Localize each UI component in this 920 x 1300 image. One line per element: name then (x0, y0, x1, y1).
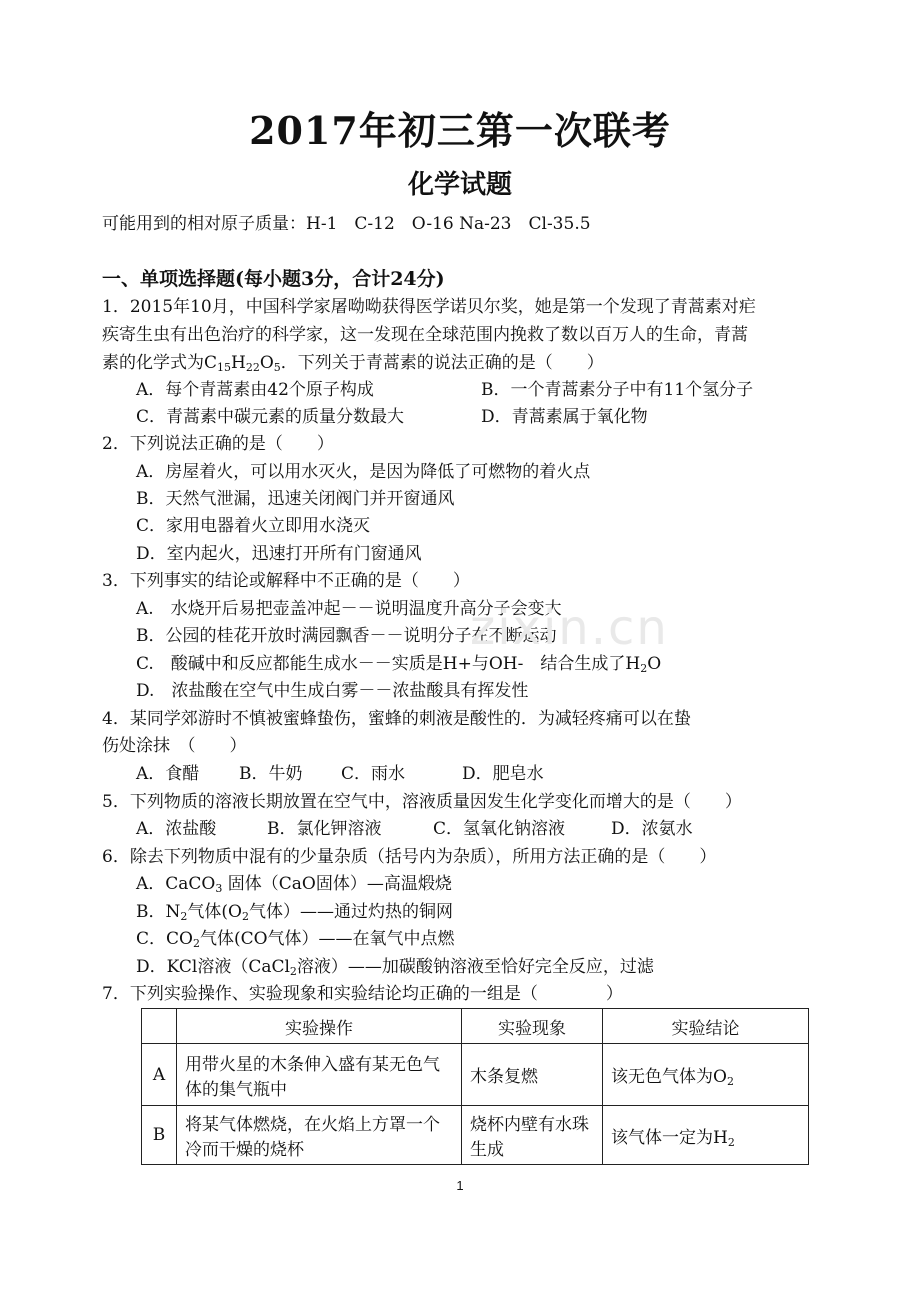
q6-b-sub2: 2 (241, 910, 249, 923)
q2-option-d[interactable]: D．室内起火，迅速打开所有门窗通风 (136, 544, 422, 564)
q7-stem: 7．下列实验操作、实验现象和实验结论均正确的一组是（ ） (102, 984, 623, 1004)
q1-option-c[interactable]: C．青蒿素中碳元素的质量分数最大 (136, 407, 405, 427)
q5-option-c[interactable]: C．氢氧化钠溶液 (433, 819, 566, 839)
row-label: A (142, 1044, 177, 1106)
table-header-blank (142, 1009, 177, 1044)
table-header-conclusion: 实验结论 (603, 1009, 809, 1044)
q4-line1: 4．某同学郊游时不慎被蜜蜂蛰伤，蜜蜂的刺液是酸性的．为减轻疼痛可以在蛰 (102, 709, 691, 729)
exam-title: 2017年初三第一次联考 (249, 108, 671, 153)
q5-option-b[interactable]: B．氯化钾溶液 (267, 819, 382, 839)
watermark: zixin.cn (470, 600, 669, 656)
q6-c-rest: 气体(CO气体）——在氧气中点燃 (199, 929, 455, 949)
q5-option-d[interactable]: D．浓氨水 (611, 819, 693, 839)
q3-option-a[interactable]: A. 水烧开后易把壶盖冲起－－说明温度升高分子会变大 (136, 599, 562, 619)
q6-d-sub: 2 (289, 965, 297, 978)
table-row[interactable] (142, 1044, 809, 1106)
conclusion-sub: 2 (727, 1135, 735, 1149)
q5-stem: 5．下列物质的溶液长期放置在空气中，溶液质量因发生化学变化而增大的是（ ） (102, 792, 742, 812)
q2-option-a[interactable]: A．房屋着火，可以用水灭火，是因为降低了可燃物的着火点 (136, 462, 591, 482)
table-row[interactable] (142, 1106, 809, 1165)
q1-option-d[interactable]: D．青蒿素属于氧化物 (481, 407, 648, 427)
q6-d-text: D．KCl溶液（CaCl (136, 957, 290, 977)
q3-stem: 3．下列事实的结论或解释中不正确的是（ ） (102, 571, 470, 591)
q6-c-sub: 2 (192, 937, 200, 950)
experiment-table (141, 1008, 809, 1165)
q3-option-d[interactable]: D. 浓盐酸在空气中生成白雾－－浓盐酸具有挥发性 (136, 681, 529, 701)
q1-line1: 1．2015年10月，中国科学家屠呦呦获得医学诺贝尔奖，她是第一个发现了青蒿素对疟 (102, 297, 756, 317)
q1-sub-c: 15 (217, 361, 232, 374)
q2-option-b[interactable]: B．天然气泄漏，迅速关闭阀门并开窗通风 (136, 489, 455, 509)
page-number: 1 (456, 1178, 464, 1193)
q2-stem: 2．下列说法正确的是（ ） (102, 434, 334, 454)
row-label: B (142, 1106, 177, 1165)
q6-a-rest: 固体（CaO固体）—高温煅烧 (222, 874, 452, 894)
q1-line2: 疾寄生虫有出色治疗的科学家，这一发现在全球范围内挽救了数以百万人的生命，青蒿 (102, 325, 748, 345)
q6-b-rest: 气体）——通过灼热的铜网 (248, 902, 453, 922)
q6-b-text: B．N (136, 902, 181, 922)
q4-line2: 伤处涂抹 （ ） (102, 736, 247, 756)
exam-subtitle: 化学试题 (407, 170, 512, 200)
q1-sub-o: 5 (273, 361, 281, 374)
row-conclusion (603, 1106, 809, 1165)
q4-option-a[interactable]: A．食醋 (136, 764, 200, 784)
conclusion-sub: 2 (726, 1075, 734, 1088)
q6-c-text: C．CO (136, 929, 193, 949)
q3-c-text: C. 酸碱中和反应都能生成水－－实质是H+与OH- 结合生成了H (136, 654, 641, 674)
row-phenomenon: 烧杯内壁有水珠生成 (462, 1106, 603, 1165)
row-conclusion (603, 1044, 809, 1106)
q6-b-mid: 气体(O (187, 902, 242, 922)
q4-option-c[interactable]: C．雨水 (341, 764, 406, 784)
q3-c-o: O (647, 654, 662, 674)
q1-o: O (259, 353, 274, 373)
q1-option-a[interactable]: A．每个青蒿素由42个原子构成 (136, 380, 374, 400)
row-operation: 将某气体燃烧，在火焰上方罩一个冷而干燥的烧杯 (177, 1106, 462, 1165)
q4-option-b[interactable]: B．牛奶 (239, 764, 303, 784)
row-phenomenon: 木条复燃 (462, 1044, 603, 1106)
table-header-row (142, 1009, 809, 1044)
table-header-phenomenon: 实验现象 (462, 1009, 603, 1044)
q6-d-rest: 溶液）——加碳酸钠溶液至恰好完全反应，过滤 (296, 957, 654, 977)
q6-option-d[interactable] (136, 954, 654, 980)
q6-option-c[interactable] (136, 926, 455, 952)
q1-sub-h: 22 (245, 361, 260, 374)
q1-text-a: 素的化学式为C (102, 353, 218, 373)
q1-text-b: ．下列关于青蒿素的说法正确的是（ ） (280, 353, 604, 373)
q1-h: H (231, 353, 246, 373)
q3-option-b[interactable]: B．公园的桂花开放时满园飘香－－说明分子在不断运动 (136, 626, 557, 646)
q6-option-a[interactable] (136, 871, 452, 897)
q4-option-d[interactable]: D．肥皂水 (462, 764, 544, 784)
q6-b-sub1: 2 (180, 910, 188, 923)
q1-option-b[interactable]: B．一个青蒿素分子中有11个氢分子 (481, 380, 754, 400)
conclusion-text: 该气体一定为H (611, 1127, 728, 1148)
q6-stem: 6．除去下列物质中混有的少量杂质（括号内为杂质），所用方法正确的是（ ） (102, 847, 717, 867)
q5-option-a[interactable]: A．浓盐酸 (136, 819, 217, 839)
q2-option-c[interactable]: C．家用电器着火立即用水浇灭 (136, 516, 371, 536)
table-header-operation: 实验操作 (177, 1009, 462, 1044)
q6-a-sub: 3 (215, 882, 223, 895)
q3-c-sub: 2 (640, 662, 648, 675)
row-operation: 用带火星的木条伸入盛有某无色气体的集气瓶中 (177, 1044, 462, 1106)
q1-line3 (102, 350, 604, 376)
q6-a-text: A．CaCO (136, 874, 216, 894)
q6-option-b[interactable] (136, 899, 453, 925)
section-heading: 一、单项选择题(每小题3分，合计24分) (102, 268, 445, 290)
conclusion-text: 该无色气体为O (611, 1067, 727, 1087)
atomic-masses: 可能用到的相对原子质量：H-1 C-12 O-16 Na-23 Cl-35.5 (102, 214, 591, 234)
